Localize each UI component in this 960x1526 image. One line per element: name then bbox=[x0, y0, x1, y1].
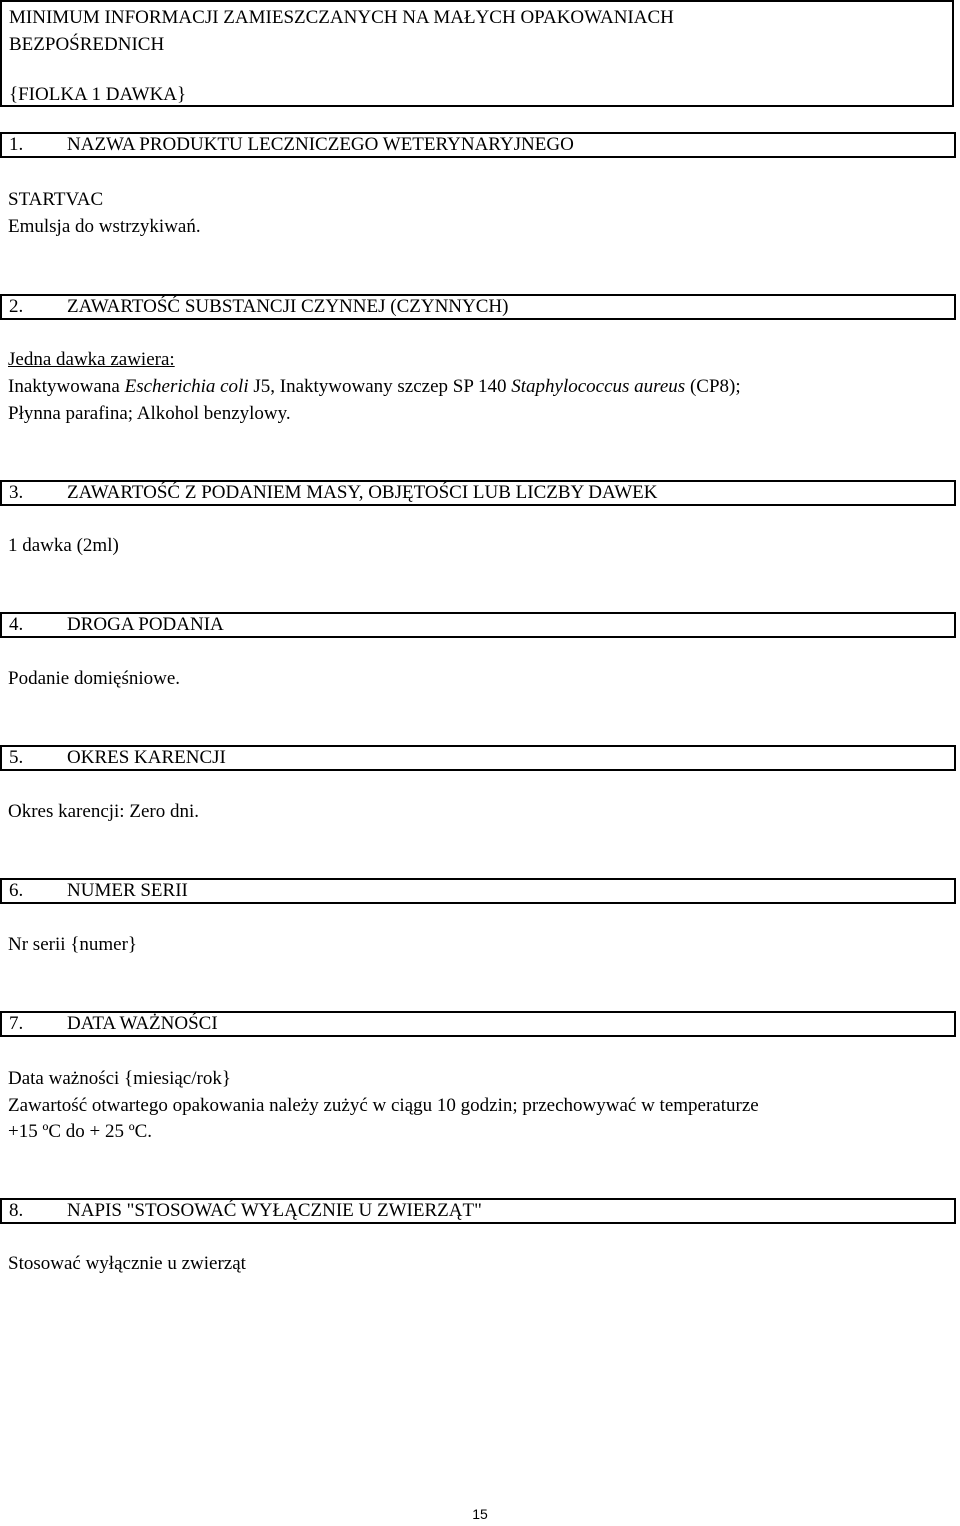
dose-content: 1 dawka (2ml) bbox=[8, 535, 119, 556]
section-6-header bbox=[0, 878, 956, 904]
withdrawal-period: Okres karencji: Zero dni. bbox=[8, 801, 199, 822]
route-of-administration: Podanie domięśniowe. bbox=[8, 668, 181, 689]
section-3-title: ZAWARTOŚĆ Z PODANIEM MASY, OBJĘTOŚCI LUB LICZBY DAWEK bbox=[67, 482, 658, 503]
pharmaceutical-form: Emulsja do wstrzykiwań. bbox=[8, 216, 201, 237]
section-1-title: NAZWA PRODUKTU LECZNICZEGO WETERYNARYJNEGO bbox=[67, 134, 574, 155]
storage-temperature: +15 ºC do + 25 ºC. bbox=[8, 1121, 153, 1142]
product-name: STARTVAC bbox=[8, 189, 104, 210]
section-4-header bbox=[0, 612, 956, 638]
section-6-title: NUMER SERII bbox=[67, 880, 188, 901]
header-package-type: {FIOLKA 1 DAWKA} bbox=[9, 84, 187, 105]
section-2-header bbox=[0, 294, 956, 320]
section-8-header bbox=[0, 1198, 956, 1224]
section-1-number: 1. bbox=[9, 134, 24, 155]
section-3-header bbox=[0, 480, 956, 506]
section-8-number: 8. bbox=[9, 1200, 24, 1221]
section-7-number: 7. bbox=[9, 1013, 24, 1034]
section-5-number: 5. bbox=[9, 747, 24, 768]
section-3-number: 3. bbox=[9, 482, 24, 503]
section-5-title: OKRES KARENCJI bbox=[67, 747, 226, 768]
animal-use-only: Stosować wyłącznie u zwierząt bbox=[8, 1253, 246, 1274]
excipients: Płynna parafina; Alkohol benzylowy. bbox=[8, 403, 291, 424]
page-number: 15 bbox=[472, 1506, 488, 1522]
section-2-number: 2. bbox=[9, 296, 24, 317]
active-substances bbox=[8, 374, 741, 400]
composition-intro: Jedna dawka zawiera: bbox=[8, 349, 175, 370]
section-6-number: 6. bbox=[9, 880, 24, 901]
header-title-line1: MINIMUM INFORMACJI ZAMIESZCZANYCH NA MAŁYCH OPAKOWANIACH bbox=[9, 7, 674, 28]
active-substances-part1: Inaktywowana bbox=[8, 376, 125, 397]
active-substances-part3: (CP8); bbox=[685, 376, 741, 397]
section-4-number: 4. bbox=[9, 614, 24, 635]
section-7-title: DATA WAŻNOŚCI bbox=[67, 1013, 218, 1034]
section-4-title: DROGA PODANIA bbox=[67, 614, 224, 635]
in-use-shelf-life: Zawartość otwartego opakowania należy zużyć w ciągu 10 godzin; przechowywać w temperaturze bbox=[8, 1095, 759, 1116]
section-7-header bbox=[0, 1011, 956, 1037]
active-substances-part2: J5, Inaktywowany szczep SP 140 bbox=[248, 376, 512, 397]
expiry-date: Data ważności {miesiąc/rok} bbox=[8, 1068, 231, 1089]
section-1-header bbox=[0, 132, 956, 158]
section-2-title: ZAWARTOŚĆ SUBSTANCJI CZYNNEJ (CZYNNYCH) bbox=[67, 296, 509, 317]
section-5-header bbox=[0, 745, 956, 771]
batch-number: Nr serii {numer} bbox=[8, 934, 138, 955]
header-title-line2: BEZPOŚREDNICH bbox=[9, 34, 165, 55]
staphylococcus-aureus-name: Staphylococcus aureus bbox=[511, 376, 686, 397]
header-box bbox=[0, 0, 954, 107]
section-8-title: NAPIS "STOSOWAĆ WYŁĄCZNIE U ZWIERZĄT" bbox=[67, 1200, 482, 1221]
escherichia-coli-name: Escherichia coli bbox=[124, 376, 249, 397]
